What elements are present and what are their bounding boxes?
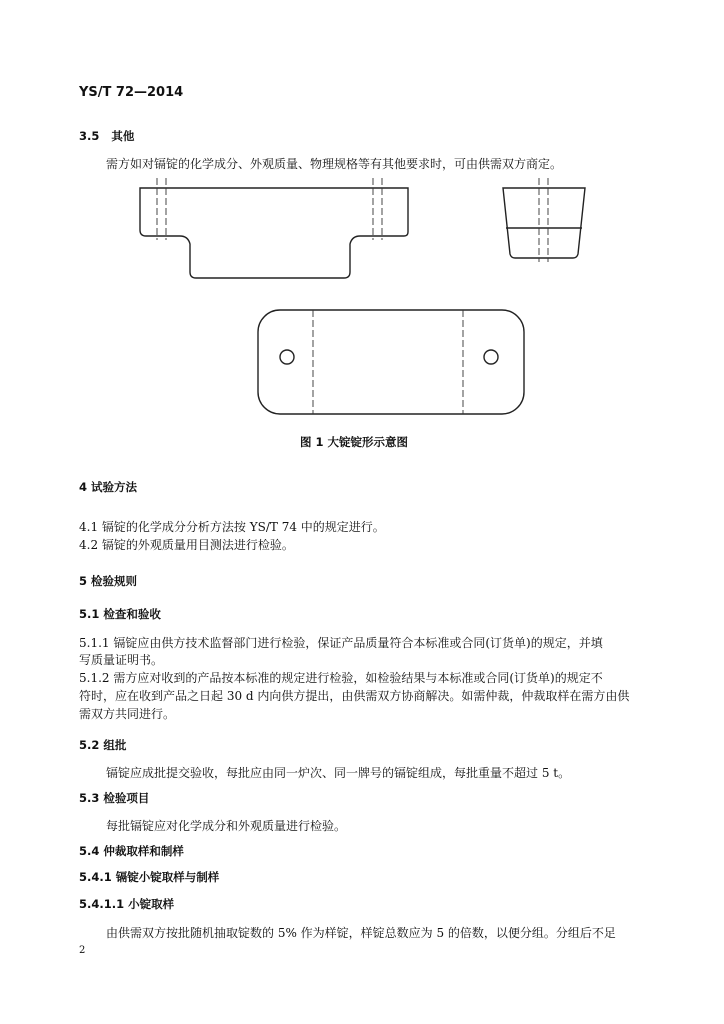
section-5-1-2-line-3: 需双方共同进行。 [79, 707, 176, 721]
section-4-2: 4.2 镉锭的外观质量用目测法进行检验。 [79, 538, 294, 552]
section-4-1: 4.1 镉锭的化学成分分析方法按 YS/T 74 中的规定进行。 [79, 520, 385, 534]
section-5-1-1-line-2: 写质量证明书。 [79, 653, 164, 667]
section-5-4-1-1-heading: 5.4.1.1 小锭取样 [79, 897, 175, 911]
ingot-hole-left [280, 350, 294, 364]
section-5-1-1-line-1: 5.1.1 镉锭应由供方技术监督部门进行检验，保证产品质量符合本标准或合同(订货单)的规定，并填 [79, 636, 603, 650]
ingot-hole-right [484, 350, 498, 364]
section-5-3-heading: 5.3 检验项目 [79, 791, 150, 805]
section-title: 其他 [111, 129, 135, 143]
figure-1-caption: 图 1 大锭锭形示意图 [300, 435, 409, 449]
section-5-2-heading: 5.2 组批 [79, 738, 127, 752]
standard-code: YS/T 72—2014 [79, 85, 184, 100]
section-5-1-2-line-1: 5.1.2 需方应对收到的产品按本标准的规定进行检验，如检验结果与本标准或合同(订货单)的规定不 [79, 671, 603, 685]
section-4-heading: 4 试验方法 [79, 480, 138, 494]
section-5-4-1-heading: 5.4.1 镉锭小锭取样与制样 [79, 870, 220, 884]
section-5-4-1-1-body: 由供需双方按批随机抽取锭数的 5% 作为样锭，样锭总数应为 5 的倍数，以便分组。分组后不足 [106, 926, 616, 940]
section-5-2-body: 镉锭应成批提交验收，每批应由同一炉次、同一牌号的镉锭组成，每批重量不超过 5 t。 [106, 766, 571, 780]
section-5-1-heading: 5.1 检查和验收 [79, 607, 161, 621]
section-5-3-body: 每批镉锭应对化学成分和外观质量进行检验。 [106, 819, 347, 833]
ingot-side-view [140, 188, 408, 278]
page-number: 2 [79, 945, 86, 956]
section-5-4-heading: 5.4 仲裁取样和制样 [79, 844, 184, 858]
section-5-1-2-line-2: 符时，应在收到产品之日起 30 d 内向供方提出，由供需双方协商解决。如需仲裁，仲裁取样在需方由供 [79, 689, 630, 703]
section-3-5-body: 需方如对镉锭的化学成分、外观质量、物理规格等有其他要求时，可由供需双方商定。 [106, 157, 563, 171]
section-number: 3.5 [79, 129, 100, 143]
ingot-top-view [258, 310, 524, 414]
section-5-heading: 5 检验规则 [79, 574, 138, 588]
ingot-end-view [503, 188, 585, 258]
